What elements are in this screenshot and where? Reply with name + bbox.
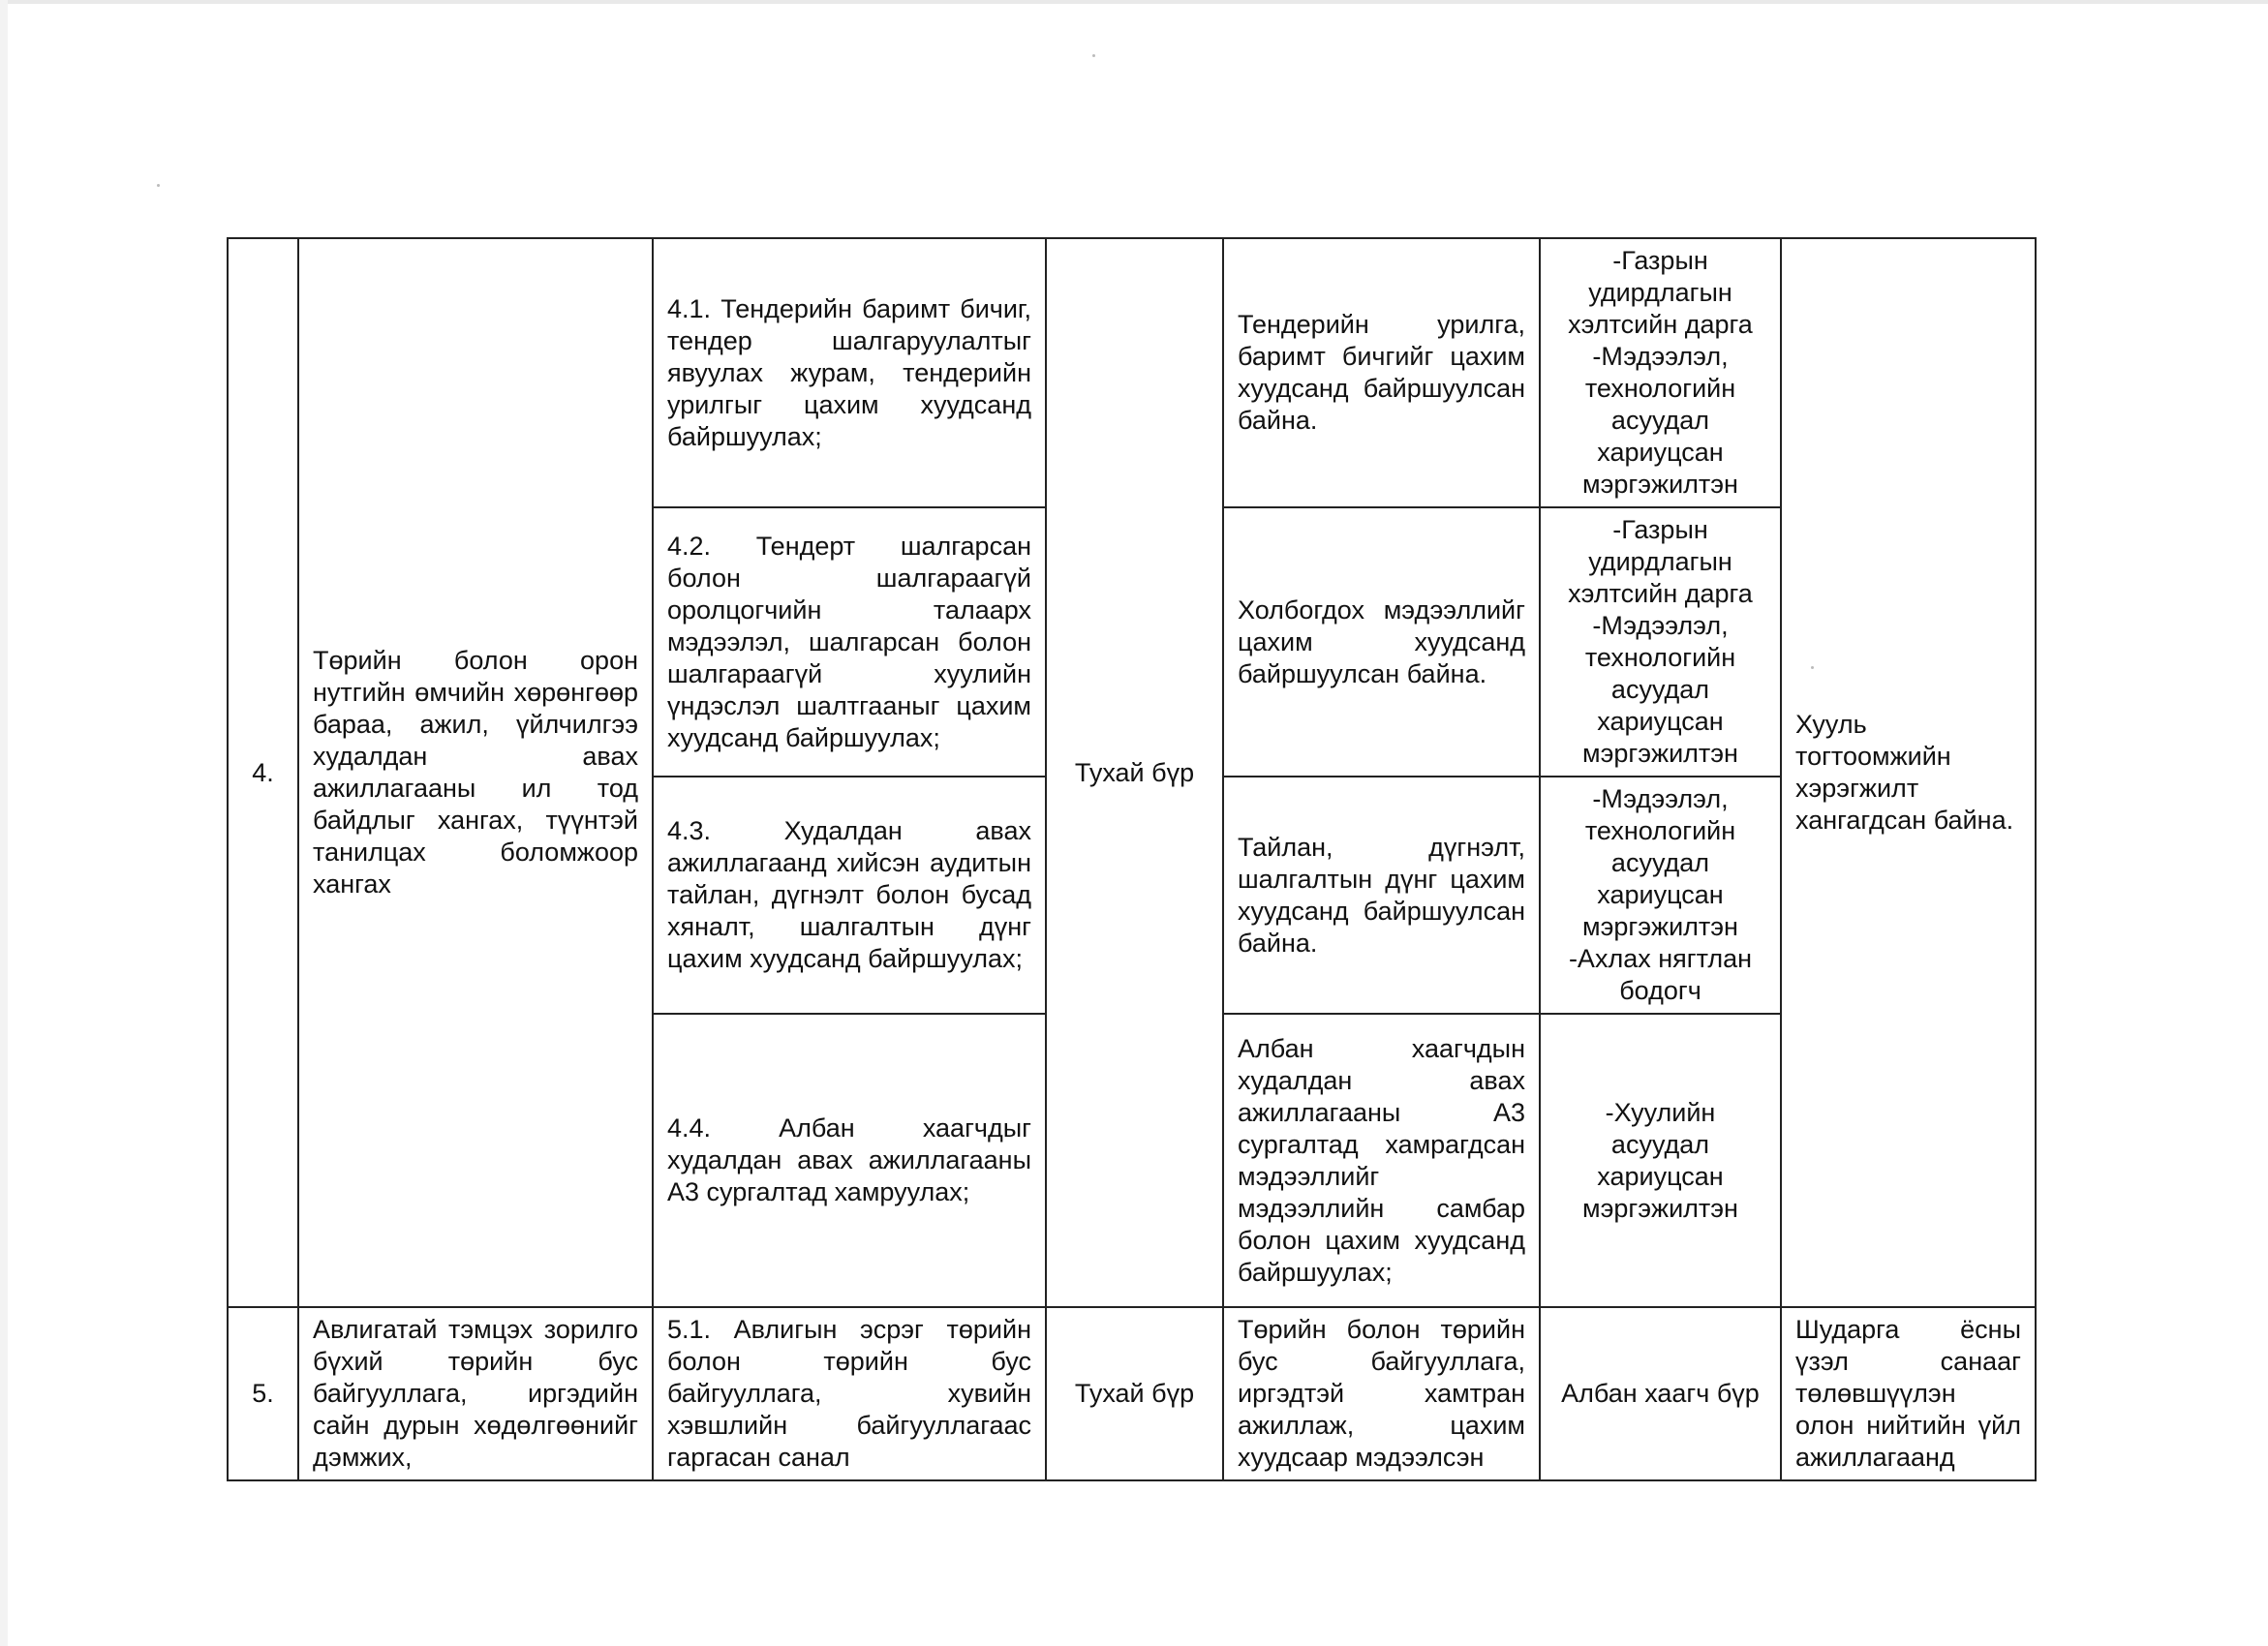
task-cell: 4.3. Худалдан авах ажиллагаанд хийсэн аудитын тайлан, дүгнэлт болон бусад хяналт, шалгалтын дүнг цахим хуудсанд байршуулах; (653, 777, 1046, 1014)
row-number: 4. (228, 238, 298, 1307)
responsible-cell: -Хуулийн асуудал хариуцсан мэргэжилтэн (1540, 1014, 1781, 1307)
table-row (228, 1307, 2036, 1480)
row-number: 5. (228, 1307, 298, 1480)
scan-speck (157, 184, 160, 187)
indicator-cell: Тендерийн урилга, баримт бичгийг цахим хуудсанд байршуулсан байна. (1223, 238, 1540, 507)
indicator-cell: Холбогдох мэдээллийг цахим хуудсанд байршуулсан байна. (1223, 507, 1540, 777)
table-row (228, 238, 2036, 507)
task-cell: 5.1. Авлигын эсрэг төрийн болон төрийн бус байгууллага, хувийн хэвшлийн байгууллагаас гаргасан санал (653, 1307, 1046, 1480)
result-cell: Хууль тогтоомжийн хэрэгжилт хангагдсан байна. (1781, 238, 2036, 1307)
timing-cell: Тухай бүр (1046, 238, 1223, 1307)
scan-speck (1092, 54, 1095, 57)
indicator-cell: Тайлан, дүгнэлт, шалгалтын дүнг цахим хуудсанд байршуулсан байна. (1223, 777, 1540, 1014)
scan-edge (0, 0, 8, 1646)
task-cell: 4.1. Тендерийн баримт бичиг, тендер шалгаруулалтыг явуулах журам, тендерийн урилгыг цахим хуудсанд байршуулах; (653, 238, 1046, 507)
responsible-cell: -Газрын удирдлагын хэлтсийн дарга -Мэдээлэл, технологийн асуудал хариуцсан мэргэжилтэн (1540, 507, 1781, 777)
plan-table (227, 237, 2037, 1481)
timing-cell: Тухай бүр (1046, 1307, 1223, 1480)
scan-edge (0, 0, 2268, 4)
responsible-cell: Албан хаагч бүр (1540, 1307, 1781, 1480)
result-cell: Шударга ёсны үзэл санааг төлөвшүүлэн олон нийтийн үйл ажиллагаанд (1781, 1307, 2036, 1480)
task-cell: 4.2. Тендерт шалгарсан болон шалгараагүй оролцогчийн талаарх мэдээлэл, шалгарсан болон шалгараагүй хуулийн үндэслэл шалтгааныг цахим хуудсанд байршуулах; (653, 507, 1046, 777)
goal-cell: Төрийн болон орон нутгийн өмчийн хөрөнгөөр бараа, ажил, үйлчилгээ худалдан авах ажиллагааны ил тод байдлыг хангах, түүнтэй танилцах боломжоор хангах (298, 238, 653, 1307)
goal-cell: Авлигатай тэмцэх зорилго бүхий төрийн бус байгууллага, иргэдийн сайн дурын хөдөлгөөнийг дэмжих, (298, 1307, 653, 1480)
indicator-cell: Төрийн болон төрийн бус байгууллага, иргэдтэй хамтран ажиллаж, цахим хуудсаар мэдээлсэн (1223, 1307, 1540, 1480)
responsible-cell: -Газрын удирдлагын хэлтсийн дарга -Мэдээлэл, технологийн асуудал хариуцсан мэргэжилтэн (1540, 238, 1781, 507)
indicator-cell: Албан хаагчдын худалдан авах ажиллагааны А3 сургалтад хамрагдсан мэдээллийг мэдээллийн самбар болон цахим хуудсанд байршуулах; (1223, 1014, 1540, 1307)
responsible-cell: -Мэдээлэл, технологийн асуудал хариуцсан мэргэжилтэн -Ахлах нягтлан бодогч (1540, 777, 1781, 1014)
task-cell: 4.4. Албан хаагчдыг худалдан авах ажиллагааны А3 сургалтад хамруулах; (653, 1014, 1046, 1307)
